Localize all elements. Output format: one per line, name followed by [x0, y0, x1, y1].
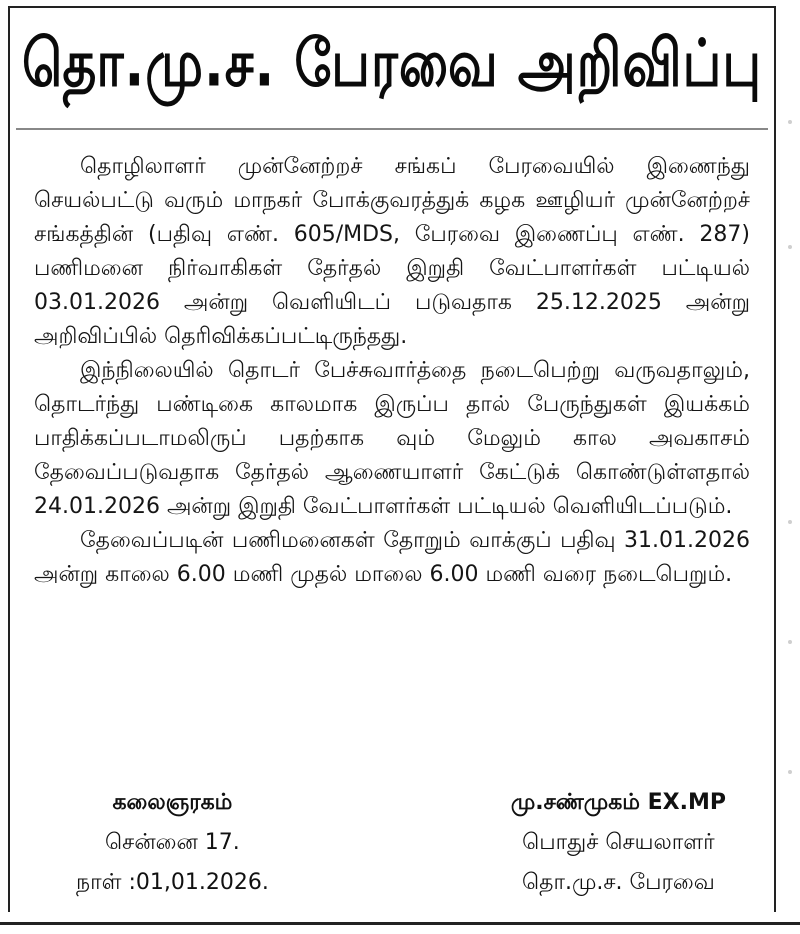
notice-paragraph-1: தொழிலாளர் முன்னேற்றச் சங்கப் பேரவையில் இணைந்து செயல்பட்டு வரும் மாநகர் போக்குவரத்துக் கழக ஊழியர் முன்னேற்றச் சங்கத்தின் (பதிவு எண். 605/MDS, பேரவை இணைப்பு எண். 287) பணிமனை நிர்வாகிகள் தேர்தல் இறுதி வேட்பாளர்கள் பட்டியல் 03.01.2026 அன்று வெளியிடப் படுவதாக 25.12.2025 அன்று அறிவிப்பில் தெரிவிக்கப்பட்டிருந்தது.: [34, 154, 750, 349]
notice-box: [8, 6, 776, 912]
signatory-designation: பொதுச் செயலாளர்: [522, 830, 715, 855]
speck: [788, 120, 792, 124]
notice-paragraph-3: தேவைப்படின் பணிமனைகள் தோறும் வாக்குப் பதிவு 31.01.2026 அன்று காலை 6.00 மணி முதல் மாலை 6.00 மணி வரை நடைபெறும்.: [34, 528, 750, 587]
bottom-divider: [0, 922, 800, 925]
signatory-name: மு.சண்முகம் EX.MP: [510, 790, 726, 815]
notice-body: [10, 130, 774, 592]
speck: [788, 640, 792, 644]
footer-left-block: [76, 783, 269, 903]
speck: [788, 770, 792, 774]
signatory-organisation: தொ.மு.ச. பேரவை: [522, 870, 715, 895]
speck: [788, 520, 792, 524]
margin-specks: [784, 0, 794, 934]
notice-paragraph-2: இந்நிலையில் தொடர் பேச்சுவார்த்தை நடைபெற்று வருவதாலும், தொடர்ந்து பண்டிகை காலமாக இருப்ப தால் பேருந்துகள் இயக்கம் பாதிக்கப்படாமலிருப் பதற்காக வும் மேலும் கால அவகாசம் தேவைப்படுவதாக தேர்தல் ஆணையாளர் கேட்டுக் கொண்டுள்ளதால் 24.01.2026 அன்று இறுதி வேட்பாளர்கள் பட்டியல் வெளியிடப்படும்.: [34, 358, 750, 519]
footer-place: கலைஞரகம்: [112, 790, 233, 815]
notice-footer: [10, 783, 774, 903]
footer-city: சென்னை 17.: [105, 830, 240, 855]
speck: [788, 245, 792, 249]
footer-date: நாள் :01,01.2026.: [76, 870, 269, 895]
notice-title: தொ.மு.ச. பேரவை அறிவிப்பு: [21, 26, 763, 102]
footer-right-block: [511, 783, 726, 903]
